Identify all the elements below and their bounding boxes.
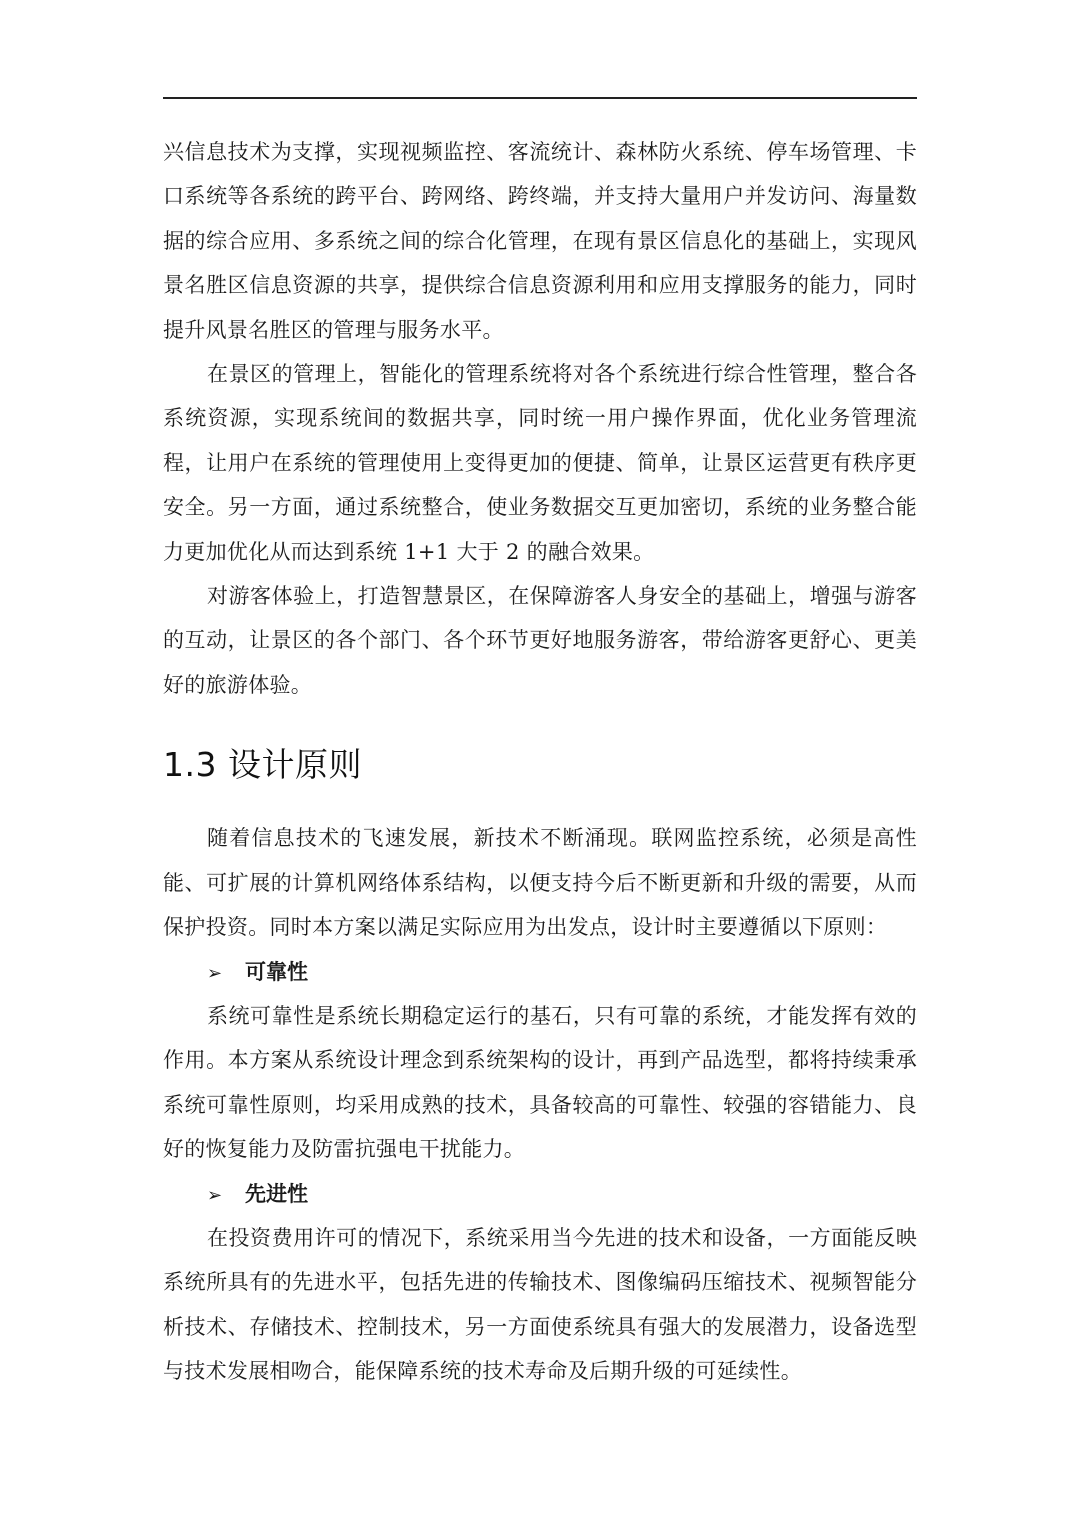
arrow-bullet-icon: ➢ (207, 1184, 223, 1206)
paragraph-management: 在景区的管理上，智能化的管理系统将对各个系统进行综合性管理，整合各系统资源，实现系统间的数据共享，同时统一用户操作界面，优化业务管理流程，让用户在系统的管理使用上变得更加的便捷、简单，让景区运营更有秩序更安全。另一方面，通过系统整合，使业务数据交互更加密切，系统的业务整合能力更加优化从而达到系统 1+1 大于 2 的融合效果。 (163, 362, 917, 564)
section-heading-design-principles: 1.3 设计原则 (163, 745, 362, 785)
bullet-advancement-label: 先进性 (245, 1180, 308, 1206)
paragraph-intro-continuation: 兴信息技术为支撑，实现视频监控、客流统计、森林防火系统、停车场管理、卡口系统等各系统的跨平台、跨网络、跨终端，并支持大量用户并发访问、海量数据的综合应用、多系统之间的综合化管理，在现有景区信息化的基础上，实现风景名胜区信息资源的共享，提供综合信息资源利用和应用支撑服务的能力，同时提升风景名胜区的管理与服务水平。 (163, 140, 917, 342)
arrow-bullet-icon: ➢ (207, 962, 223, 984)
paragraph-design-principles-intro: 随着信息技术的飞速发展，新技术不断涌现。联网监控系统，必须是高性能、可扩展的计算机网络体系结构，以便支持今后不断更新和升级的需要，从而保护投资。同时本方案以满足实际应用为出发点，设计时主要遵循以下原则： (163, 826, 917, 940)
bullet-reliability (163, 950, 917, 994)
document-body (163, 130, 917, 1394)
paragraph-visitor-experience: 对游客体验上，打造智慧景区，在保障游客人身安全的基础上，增强与游客的互动，让景区的各个部门、各个环节更好地服务游客，带给游客更舒心、更美好的旅游体验。 (163, 584, 917, 697)
header-rule (163, 97, 917, 99)
paragraph-advancement: 在投资费用许可的情况下，系统采用当今先进的技术和设备，一方面能反映系统所具有的先进水平，包括先进的传输技术、图像编码压缩技术、视频智能分析技术、存储技术、控制技术，另一方面使系统具有强大的发展潜力，设备选型与技术发展相吻合，能保障系统的技术寿命及后期升级的可延续性。 (163, 1225, 917, 1384)
bullet-reliability-label: 可靠性 (245, 958, 308, 984)
bullet-advancement (163, 1172, 917, 1216)
paragraph-reliability: 系统可靠性是系统长期稳定运行的基石，只有可靠的系统，才能发挥有效的作用。本方案从系统设计理念到系统架构的设计，再到产品选型，都将持续秉承系统可靠性原则，均采用成熟的技术，具备较高的可靠性、较强的容错能力、良好的恢复能力及防雷抗强电干扰能力。 (163, 1003, 917, 1162)
